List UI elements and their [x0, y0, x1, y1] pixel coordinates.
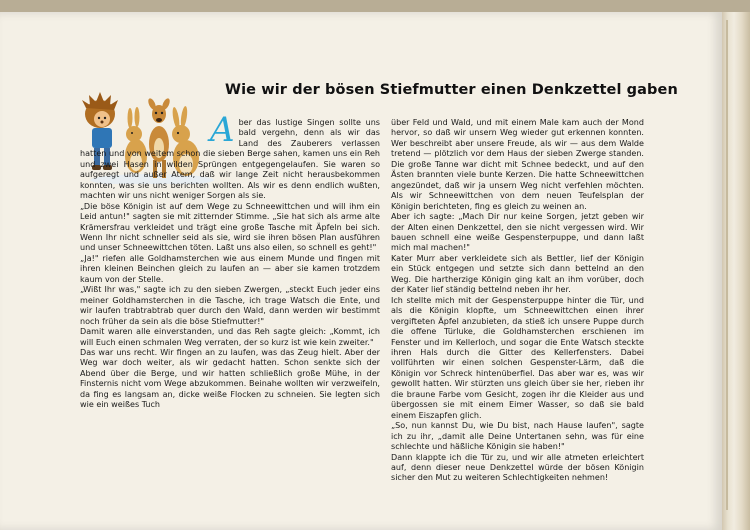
paragraph: Aber ich sagte: „Mach Dir nur keine Sorgen, jetzt geben wir der Alten einen Denkzettel, den sie nicht vergessen wird. Wir bauen schnell eine weiße Gespensterpuppe, und dann laßt mich mal machen!" [391, 212, 644, 253]
paragraph: Ich stellte mich mit der Gespensterpuppe hinter die Tür, und als die Königin klopfte, um Schneewittchen einen ihrer vergifteten Äpfel anzubieten, da stieß ich unsere Puppe durch die offene Türluke, die Goldhamsterchen erschienen im Fenster und im Kellerloch, und sogar die Ente Watsch steckte ihren Hals durch die Gitter des Kellerfensters. Dabei vollführten wir einen solchen Gespenster-Lärm, daß die Königin vor Schreck hintenüberfiel. Das aber war es, was wir gewollt hatten. Wir stürzten uns gleich über sie her, rieben ihr die braune Farbe vom Gesicht, zogen ihr die Kleider aus und übergossen sie mit einem Eimer Wasser, so daß sie bald einem Eiszapfen glich. [391, 295, 644, 420]
paragraph: „Die böse Königin ist auf dem Wege zu Schneewittchen und will ihm ein Leid antun!" sagten sie mit zitternder Stimme. „Sie hat sich als arme alte Krämersfrau verkleidet und trägt eine große Tasche mit Äpfeln bei sich. Wenn Ihr nicht schneller seid als sie, wird sie ihren bösen Plan ausführen und unser Schneewittchen töten. Laßt uns also eilen, so schnell es geht!" [80, 201, 380, 253]
paragraph: Kater Murr aber verkleidete sich als Bettler, lief der Königin ein Stück entgegen und setzte sich dann bettelnd an den Weg. Die hartherzige Königin ging kalt an ihm vorüber, doch der Kater lief ständig bettelnd neben ihr her. [391, 253, 644, 295]
paragraph: Das war uns recht. Wir fingen an zu laufen, was das Zeug hielt. Aber der Weg war doch weiter, als wir gedacht hatten. Schon senkte sich der Abend über die Berge, und wir hatten schließlich große Mühe, in der Finsternis nicht vom Wege abzukommen. Beinahe wollten wir verzweifeln, da fing es langsam an, dicke weiße Flocken zu schneien. Sie legten sich wie ein weißes Tuch [80, 347, 380, 410]
paragraph: „So, nun kannst Du, wie Du bist, nach Hause laufen", sagte ich zu ihr, „damit alle Deine Untertanen sehn, was für eine schlechte und häßliche Königin sie haben!" [391, 421, 644, 452]
opening-text: ber das lustige Singen sollte uns bald vergehn, denn als wir das Land des Zauberers verlassen hatten und von weitem schon die sieben Berge sahen, kamen uns ein Reh und zwei Hasen in wilden Sprüngen entgegengelaufen. Sie waren so aufgeregt und außer Atem, daß wir lange Zeit nicht herausbekommen konnten, was sie uns berichten wollten. Als wir es denn endlich wußten, machten wir uns nicht weniger Sorgen als sie. [80, 118, 380, 201]
opening-paragraph [80, 110, 380, 202]
paragraph: Damit waren alle einverstanden, und das Reh sagte gleich: „Kommt, ich will Euch einen schmalen Weg verraten, der so kurz ist wie kein zweiter." [80, 327, 380, 347]
page-edge-line [726, 20, 728, 510]
drop-cap: A [210, 110, 235, 150]
text-column-left [80, 110, 380, 411]
text-column-right [391, 118, 644, 484]
paragraph: „Ja!" riefen alle Goldhamsterchen wie aus einem Munde und fingen mit ihren kleinen Beinchen gleich zu laufen an — aber sie kamen trotzdem kaum von der Stelle. [80, 253, 380, 284]
paragraph: über Feld und Wald, und mit einem Male kam auch der Mond hervor, so daß wir unsern Weg wieder gut erkennen konnten. Wer beschreibt aber unsere Freude, als wir — aus dem Walde tretend — plötzlich vor dem Haus der sieben Zwerge standen. Die große Tanne war dicht mit Schnee bedeckt, und auf den Ästen brannten viele bunte Kerzen. Die hatte Schneewittchen angezündet, daß wir ja unsern Weg nicht verfehlen möchten. Als wir Schneewittchen von dem neuen Teufelsplan der Königin berichteten, fing es gleich zu weinen an. [391, 118, 644, 211]
paragraph: „Wißt Ihr was," sagte ich zu den sieben Zwergen, „steckt Euch jeder eins meiner Goldhamsterchen in die Tasche, ich trage Watsch die Ente, und wir laufen trabtrabtrab quer durch den Wald, dann werden wir bestimmt noch früher da sein als die böse Stiefmutter!" [80, 285, 380, 326]
paragraph: Dann klappte ich die Tür zu, und wir alle atmeten erleichtert auf, denn dieser neue Denkzettel würde der bösen Königin sicher den Mut zu weiteren Schlechtigkeiten nehmen! [391, 452, 644, 483]
chapter-title: Wie wir der bösen Stiefmutter einen Denkzettel gaben [225, 82, 678, 98]
